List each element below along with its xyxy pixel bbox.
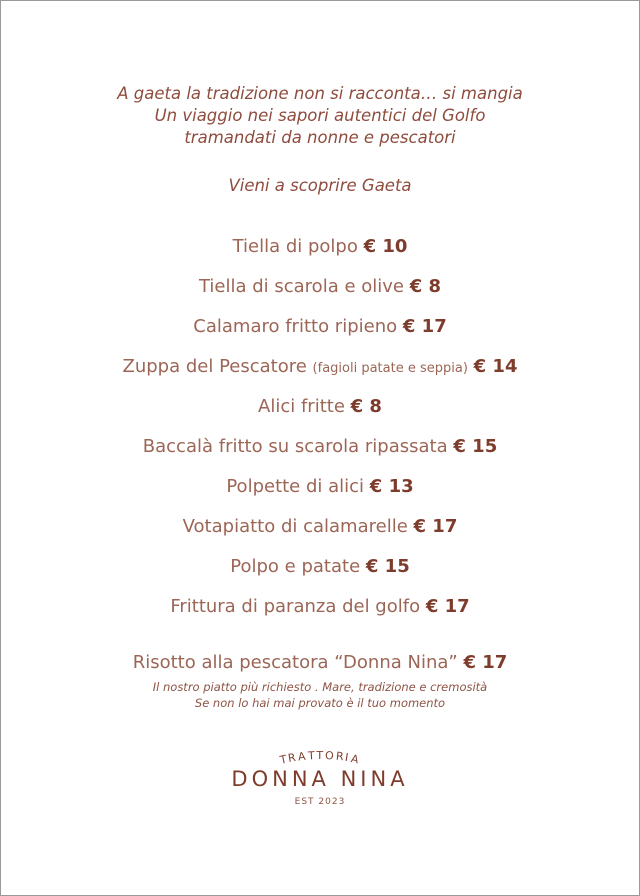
menu-item bbox=[0, 355, 640, 395]
intro-line: tramandati da nonne e pescatori bbox=[184, 128, 456, 147]
logo bbox=[0, 744, 640, 807]
item-price: € 15 bbox=[453, 436, 498, 457]
intro-line: A gaeta la tradizione non si racconta… si mangia bbox=[117, 84, 523, 103]
menu-item bbox=[0, 275, 640, 315]
intro bbox=[0, 83, 640, 197]
item-price: € 13 bbox=[369, 476, 414, 497]
menu-item bbox=[0, 435, 640, 475]
menu-item bbox=[0, 395, 640, 435]
item-name: Votapiatto di calamarelle bbox=[182, 516, 408, 537]
menu-item bbox=[0, 315, 640, 355]
item-note: (fagioli patate e seppia) bbox=[312, 361, 468, 376]
logo-name: DONNA NINA bbox=[231, 767, 409, 791]
item-price: € 17 bbox=[463, 652, 508, 673]
item-price: € 14 bbox=[473, 356, 518, 377]
intro-tagline: Vieni a scoprire Gaeta bbox=[228, 176, 412, 195]
item-price: € 8 bbox=[409, 276, 442, 297]
item-name: Frittura di paranza del golfo bbox=[170, 596, 421, 617]
menu-item bbox=[0, 475, 640, 515]
menu-item bbox=[0, 515, 640, 555]
item-name: Risotto alla pescatora “Donna Nina” bbox=[132, 652, 458, 673]
logo-est: EST 2023 bbox=[294, 797, 346, 807]
item-name: Tiella di scarola e olive bbox=[198, 276, 404, 297]
item-name: Baccalà fritto su scarola ripassata bbox=[142, 436, 448, 457]
item-name: Calamaro fritto ripieno bbox=[193, 316, 398, 337]
item-name: Tiella di polpo bbox=[232, 236, 358, 257]
item-price: € 17 bbox=[425, 596, 470, 617]
logo-trattoria: TRATTORIA bbox=[278, 748, 362, 767]
item-price: € 10 bbox=[363, 236, 408, 257]
item-price: € 17 bbox=[413, 516, 458, 537]
special-description: Se non lo hai mai provato è il tuo momento bbox=[194, 696, 446, 710]
item-name: Zuppa del Pescatore bbox=[122, 356, 307, 377]
menu-item bbox=[0, 555, 640, 595]
menu-item-special bbox=[0, 651, 640, 679]
item-price: € 17 bbox=[402, 316, 447, 337]
special-dish bbox=[0, 651, 640, 711]
item-name: Polpette di alici bbox=[226, 476, 365, 497]
menu-item bbox=[0, 235, 640, 275]
item-price: € 15 bbox=[365, 556, 410, 577]
item-name: Alici fritte bbox=[258, 396, 345, 417]
intro-line: Un viaggio nei sapori autentici del Golfo bbox=[154, 106, 486, 125]
item-name: Polpo e patate bbox=[230, 556, 361, 577]
special-description: Il nostro piatto più richiesto . Mare, tradizione e cremosità bbox=[152, 680, 488, 694]
item-price: € 8 bbox=[350, 396, 382, 417]
menu-item bbox=[0, 595, 640, 635]
menu-list bbox=[0, 235, 640, 635]
